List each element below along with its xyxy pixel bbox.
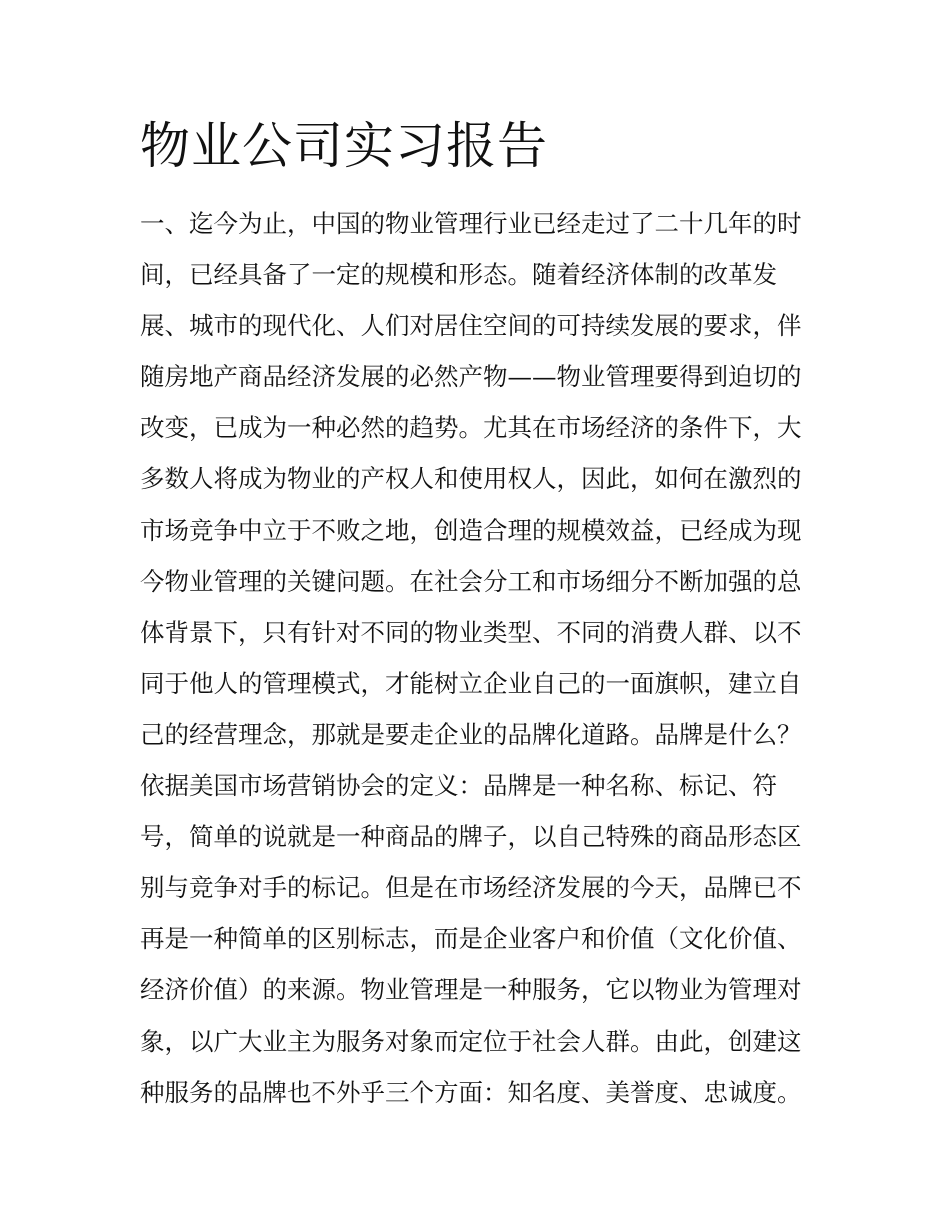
- body-line: 别与竞争对手的标记。但是在市场经济发展的今天，品牌已不: [140, 873, 802, 903]
- body-line: 今物业管理的关键问题。在社会分工和市场细分不断加强的总: [140, 566, 802, 596]
- body-line: 象，以广大业主为服务对象而定位于社会人群。由此，创建这: [140, 1026, 802, 1056]
- body-line: 己的经营理念，那就是要走企业的品牌化道路。品牌是什么？: [140, 719, 802, 749]
- body-line: 多数人将成为物业的产权人和使用权人，因此，如何在激烈的: [140, 464, 802, 494]
- body-line: 随房地产商品经济发展的必然产物——物业管理要得到迫切的: [140, 362, 802, 392]
- body-line: 种服务的品牌也不外乎三个方面：知名度、美誉度、忠诚度。: [140, 1077, 802, 1107]
- body-line: 改变，已成为一种必然的趋势。尤其在市场经济的条件下，大: [140, 413, 802, 443]
- body-line: 号，简单的说就是一种商品的牌子，以自己特殊的商品形态区: [140, 822, 802, 852]
- body-line: 经济价值）的来源。物业管理是一种服务，它以物业为管理对: [140, 975, 802, 1005]
- body-line: 同于他人的管理模式，才能树立企业自己的一面旗帜，建立自: [140, 668, 802, 698]
- body-line: 市场竞争中立于不败之地，创造合理的规模效益，已经成为现: [140, 515, 802, 545]
- body-line: 体背景下，只有针对不同的物业类型、不同的消费人群、以不: [140, 617, 802, 647]
- body-line: 再是一种简单的区别标志，而是企业客户和价值（文化价值、: [140, 924, 802, 954]
- body-line: 间，已经具备了一定的规模和形态。随着经济体制的改革发: [140, 260, 777, 290]
- document-body: [140, 198, 820, 1118]
- body-line: 依据美国市场营销协会的定义：品牌是一种名称、标记、符: [140, 771, 777, 801]
- document-title: 物业公司实习报告: [140, 117, 548, 175]
- body-line: 一、迄今为止，中国的物业管理行业已经走过了二十几年的时: [140, 209, 802, 238]
- body-line: 展、城市的现代化、人们对居住空间的可持续发展的要求，伴: [140, 311, 802, 341]
